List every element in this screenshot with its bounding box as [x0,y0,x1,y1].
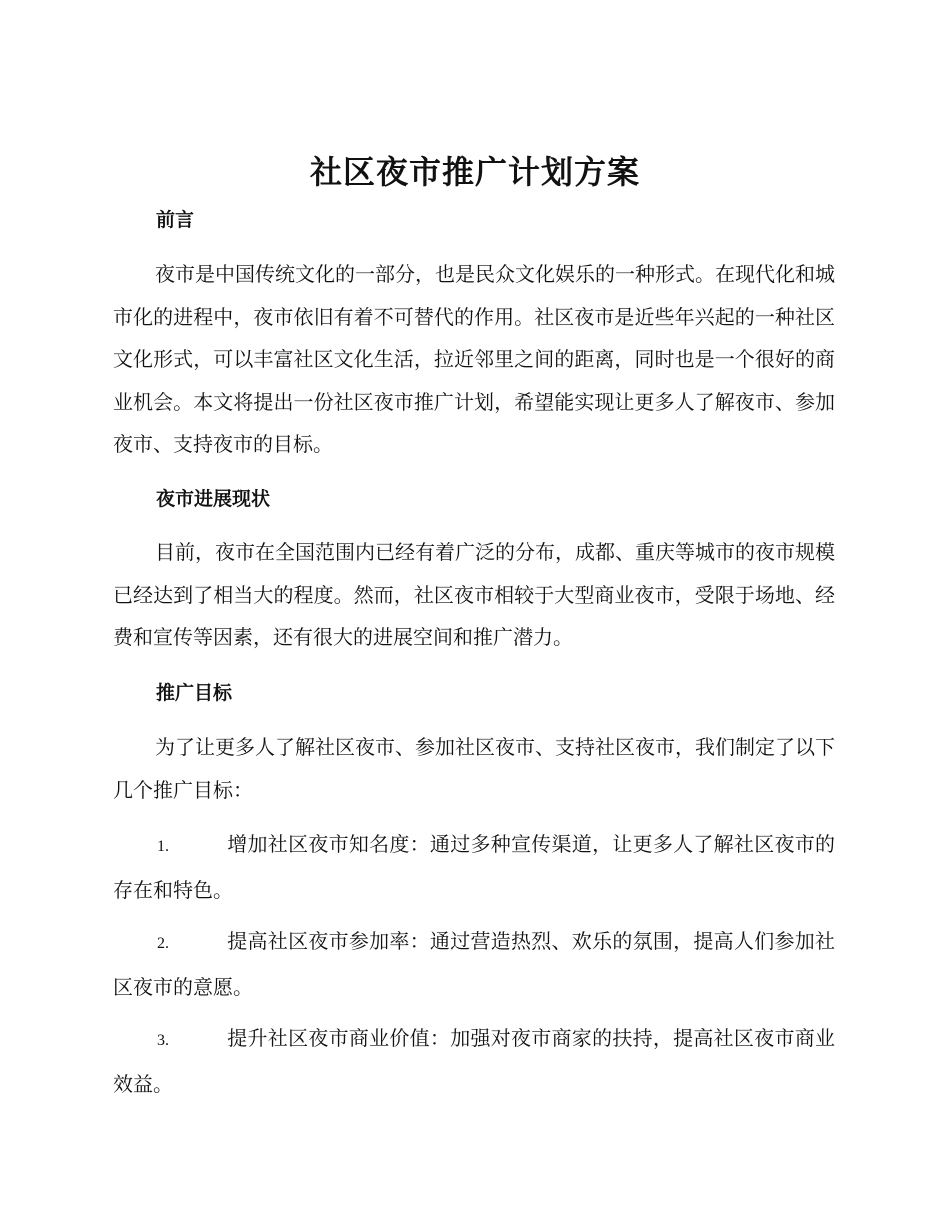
section-paragraph-preface: 夜市是中国传统文化的一部分，也是民众文化娱乐的一种形式。在现代化和城市化的进程中，夜市依旧有着不可替代的作用。社区夜市是近些年兴起的一种社区文化形式，可以丰富社区文化生活，拉近邻里之间的距离，同时也是一个很好的商业机会。本文将提出一份社区夜市推广计划，希望能实现让更多人了解夜市、参加夜市、支持夜市的目标。 [113,262,835,456]
list-number: 2. [157,935,169,952]
section-paragraph-goals: 为了让更多人了解社区夜市、参加社区夜市、支持社区夜市，我们制定了以下几个推广目标： [113,735,835,802]
section-paragraph-status: 目前，夜市在全国范围内已经有着广泛的分布，成都、重庆等城市的夜市规模已经达到了相当大的程度。然而，社区夜市相较于大型商业夜市，受限于场地、经费和宣传等因素，还有很大的进展空间和推广潜力。 [113,540,835,649]
list-text: 增加社区夜市知名度：通过多种宣传渠道，让更多人了解社区夜市的存在和特色。 [113,832,835,902]
list-text: 提升社区夜市商业价值：加强对夜市商家的扶持，提高社区夜市商业效益。 [113,1026,835,1096]
list-item [113,823,835,911]
list-text: 提高社区夜市参加率：通过营造热烈、欢乐的氛围，提高人们参加社区夜市的意愿。 [113,929,835,999]
document-title: 社区夜市推广计划方案 [309,153,640,191]
section-heading-goals: 推广目标 [156,682,233,704]
list-item [113,920,835,1008]
list-item [113,1017,835,1105]
section-heading-status: 夜市进展现状 [156,488,271,510]
section-heading-preface: 前言 [156,209,195,231]
list-number: 1. [157,838,169,855]
list-number: 3. [157,1032,169,1049]
